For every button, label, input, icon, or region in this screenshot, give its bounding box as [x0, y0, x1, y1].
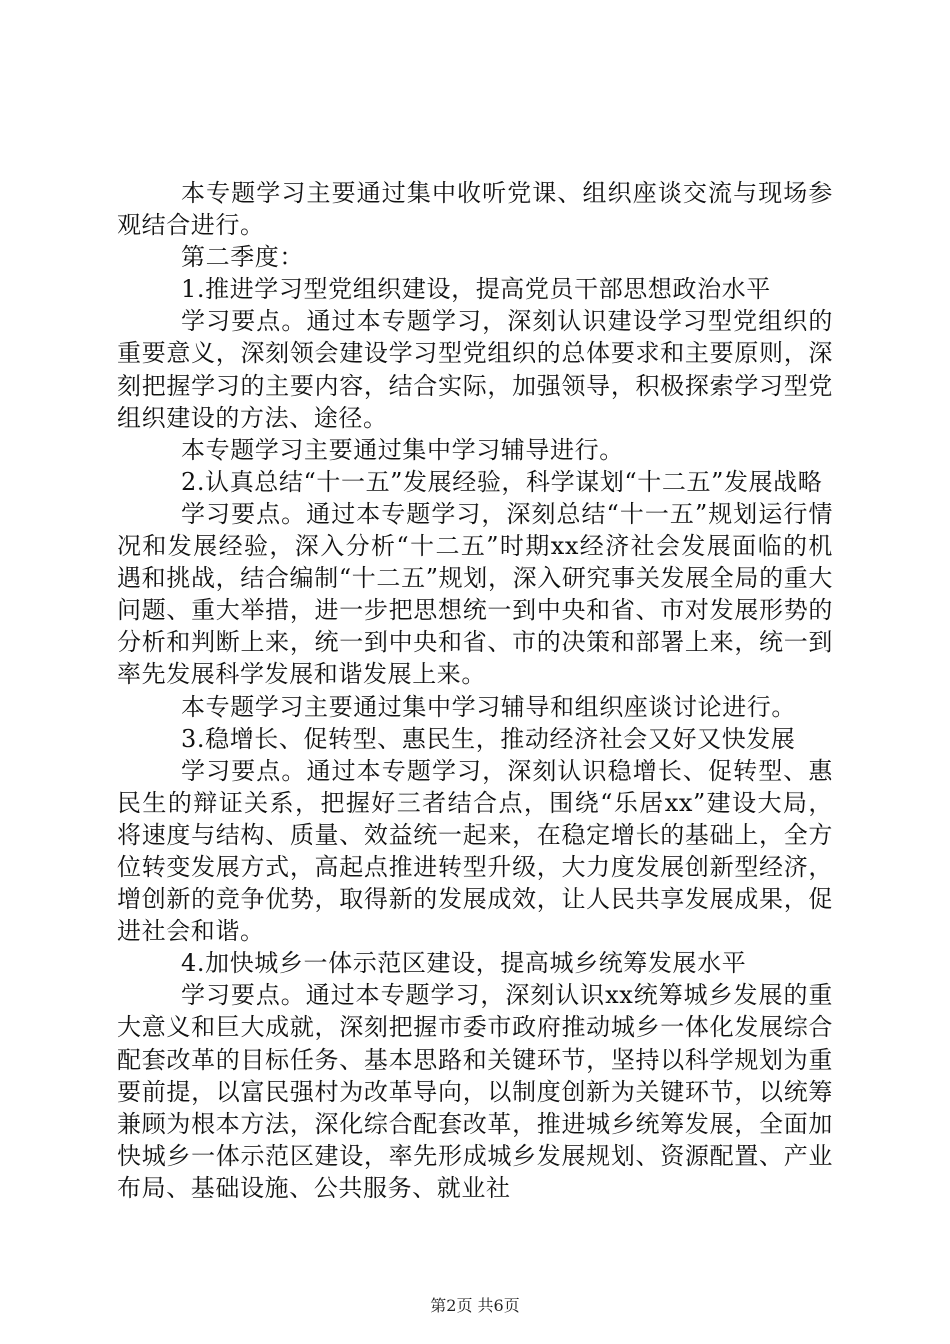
paragraph-topic-4-points: 学习要点。通过本专题学习，深刻认识xx统筹城乡发展的重大意义和巨大成就，深刻把握市委市政府推动城乡一体化发展综合配套改革的目标任务、基本思路和关键环节，坚持以科学规划为重要前提，以富民强村为改革导向，以制度创新为关键环节，以统筹兼顾为根本方法，深化综合配套改革，推进城乡统筹发展，全面加快城乡一体示范区建设，率先形成城乡发展规划、资源配置、产业布局、基础设施、公共服务、就业社 [117, 981, 833, 1202]
paragraph-topic-2-method: 本专题学习主要通过集中学习辅导和组织座谈讨论进行。 [181, 692, 796, 721]
paragraph-topic-1-title: 1.推进学习型党组织建设，提高党员干部思想政治水平 [181, 275, 771, 304]
paragraph-topic-2-points: 学习要点。通过本专题学习，深刻总结“十一五”规划运行情况和发展经验，深入分析“十二五”时期xx经济社会发展面临的机遇和挑战，结合编制“十二五”规划，深入研究事关发展全局的重大问题、重大举措，进一步把思想统一到中央和省、市对发展形势的分析和判断上来，统一到中央和省、市的决策和部署上来，统一到率先发展科学发展和谐发展上来。 [117, 499, 833, 689]
paragraph-second-quarter-heading: 第二季度： [181, 243, 304, 272]
paragraph-topic-4-title: 4.加快城乡一体示范区建设，提高城乡统筹发展水平 [181, 949, 747, 978]
paragraph-topic-2-title: 2.认真总结“十一五”发展经验，科学谋划“十二五”发展战略 [181, 467, 823, 496]
paragraph-intro-method: 本专题学习主要通过集中收听党课、组织座谈交流与现场参观结合进行。 [117, 179, 833, 240]
document-body [117, 177, 833, 1204]
page-footer [0, 1296, 950, 1316]
paragraph-topic-1-points: 学习要点。通过本专题学习，深刻认识建设学习型党组织的重要意义，深刻领会建设学习型党组织的总体要求和主要原则，深刻把握学习的主要内容，结合实际，加强领导，积极探索学习型党组织建设的方法、途径。 [117, 307, 833, 432]
paragraph-topic-3-title: 3.稳增长、促转型、惠民生，推动经济社会又好又快发展 [181, 724, 796, 753]
paragraph-topic-3-points: 学习要点。通过本专题学习，深刻认识稳增长、促转型、惠民生的辩证关系，把握好三者结合点，围绕“乐居xx”建设大局，将速度与结构、质量、效益统一起来，在稳定增长的基础上，全方位转变发展方式，高起点推进转型升级，大力度发展创新型经济，增创新的竞争优势，取得新的发展成效，让人民共享发展成果，促进社会和谐。 [117, 756, 833, 946]
page-number-label: 第2页 共6页 [430, 1296, 520, 1315]
paragraph-topic-1-method: 本专题学习主要通过集中学习辅导进行。 [181, 435, 624, 464]
